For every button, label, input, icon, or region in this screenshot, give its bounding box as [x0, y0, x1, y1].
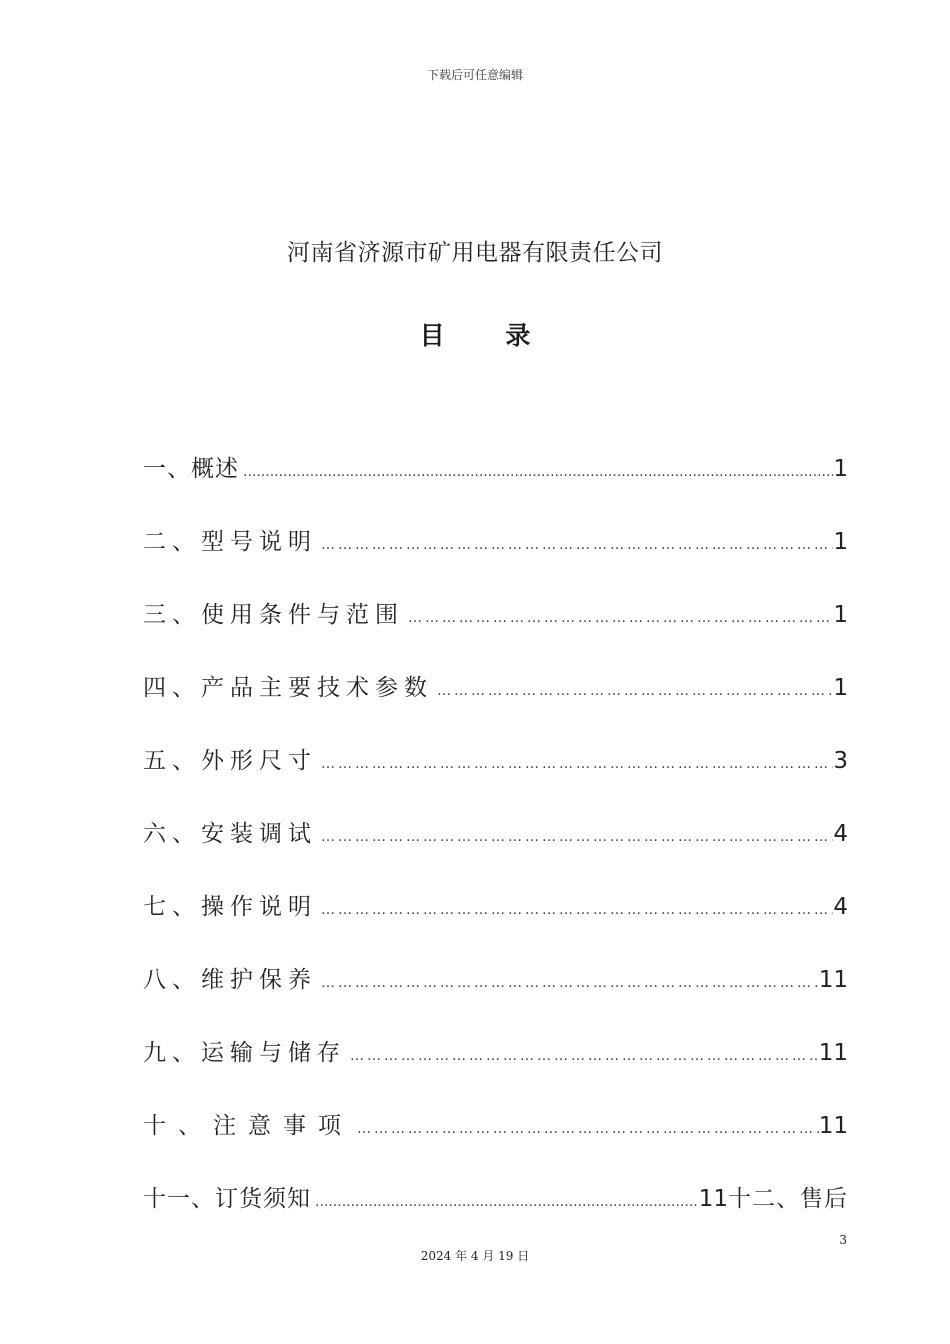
toc-entry[interactable] [143, 523, 848, 596]
toc-entry-label: 十一、订货须知 [143, 1186, 311, 1212]
page-number: 3 [839, 1233, 847, 1247]
toc-entry-page: 4 [833, 821, 848, 847]
toc-leader-dots [353, 1121, 819, 1137]
toc-entry[interactable] [143, 1107, 848, 1180]
toc-entry-page: 4 [833, 894, 848, 920]
toc-leader-dots [433, 683, 833, 699]
toc-entry-label: 二、型号说明 [143, 529, 317, 555]
toc-title: 目 录 [419, 321, 557, 350]
toc-entry-page: 3 [833, 748, 848, 774]
toc-entry-label: 四、产品主要技术参数 [143, 675, 433, 701]
toc-entry[interactable] [143, 1034, 848, 1107]
toc-entry-page: 11 [818, 967, 848, 993]
toc-leader-dots [317, 756, 833, 772]
toc-entry-trailing-text: 十二、售后 [728, 1186, 848, 1212]
toc-entry-page: 1 [833, 602, 848, 628]
toc-entry-page: 11 [698, 1186, 728, 1212]
footer-date: 2024 年 4 月 19 日 [420, 1249, 530, 1263]
toc-leader-dots [239, 464, 833, 480]
toc-entry[interactable] [143, 1180, 848, 1253]
toc-entry[interactable] [143, 669, 848, 742]
toc-entry-page: 1 [833, 675, 848, 701]
toc-entry-label: 一、概述 [143, 456, 239, 482]
header-note: 下载后可任意编辑 [426, 68, 523, 82]
toc-entry[interactable] [143, 596, 848, 669]
toc-entry[interactable] [143, 815, 848, 888]
toc-leader-dots [317, 975, 819, 991]
toc-entry-page: 11 [818, 1113, 848, 1139]
toc-leader-dots [311, 1194, 699, 1210]
toc-entry-label: 十、注意事项 [143, 1113, 353, 1139]
toc-entry-page: 11 [818, 1040, 848, 1066]
toc-entry[interactable] [143, 450, 848, 523]
company-name: 河南省济源市矿用电器有限责任公司 [287, 240, 663, 266]
toc-entry-label: 八、维护保养 [143, 967, 317, 993]
toc-leader-dots [346, 1048, 819, 1064]
toc-entry-page: 1 [833, 529, 848, 555]
table-of-contents [143, 450, 848, 1253]
toc-entry[interactable] [143, 888, 848, 961]
toc-entry[interactable] [143, 961, 848, 1034]
toc-entry-label: 七、操作说明 [143, 894, 317, 920]
toc-leader-dots [317, 829, 833, 845]
toc-leader-dots [317, 902, 833, 918]
toc-leader-dots [317, 537, 833, 553]
toc-entry-label: 五、外形尺寸 [143, 748, 317, 774]
toc-entry-page: 1 [833, 456, 848, 482]
toc-entry-label: 三、使用条件与范围 [143, 602, 404, 628]
toc-entry-label: 六、安装调试 [143, 821, 317, 847]
toc-entry[interactable] [143, 742, 848, 815]
toc-entry-label: 九、运输与储存 [143, 1040, 346, 1066]
toc-leader-dots [404, 610, 833, 626]
